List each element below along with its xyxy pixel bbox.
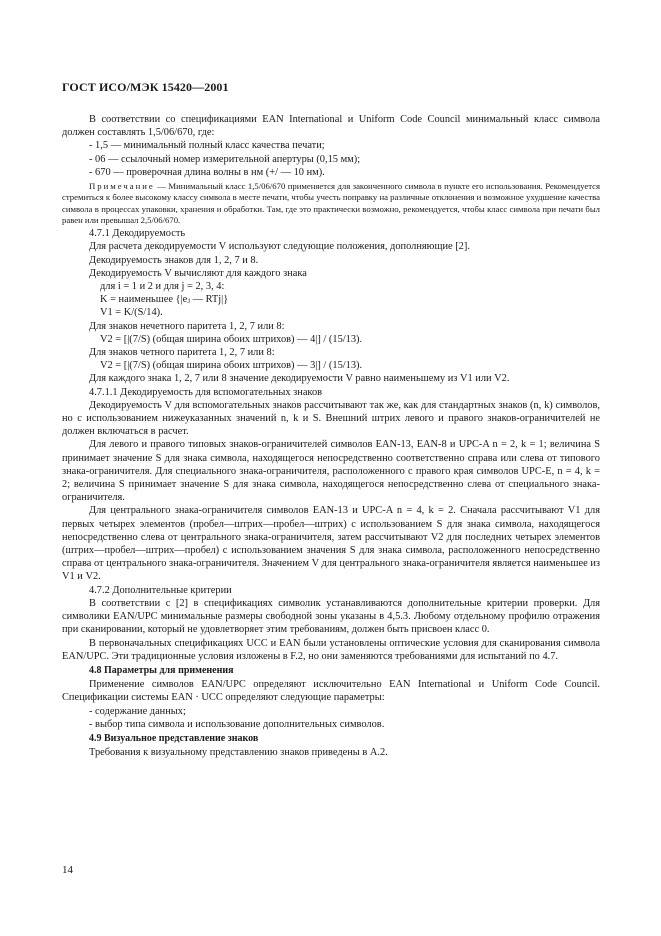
section-title-4-7-1-1: 4.7.1.1 Декодируемость для вспомогательных знаков bbox=[89, 386, 323, 398]
note-text: — Минимальный класс 1,5/06/670 применяется для законченного символа в пункте его использования. Рекомендуется стремиться к более высокому классу символа в месте печати, чтобы учесть поправку на различные отклонения и возможное ухудшение качества символа в процессах упаковки, хранения и обработки. Там, где это практически возможно, рекомендуется, чтобы класс символа при печати был равен или превышал 2,5/06/670. bbox=[62, 181, 600, 225]
paragraph: Требования к визуальному представлению знаков приведены в А.2. bbox=[89, 747, 388, 759]
intro-item: - 670 — проверочная длина волны в нм (+/ — 10 нм). bbox=[89, 166, 325, 178]
intro-item: - 1,5 — минимальный полный класс качества печати; bbox=[89, 140, 325, 152]
paragraph: В соответствии с [2] в спецификациях символик устанавливаются дополнительные критерии проверки. Для символики EAN/UPC минимальные размеры свободной зоны указаны в 4,5.3. Любому отдельному профилю отражения при сканировании, который не удовлетворяет этим требованиям, должен быть присвоен класс 0. bbox=[62, 597, 600, 636]
section-title-4-7-2: 4.7.2 Дополнительные критерии bbox=[89, 584, 232, 596]
intro-paragraph: В соответствии со спецификациями EAN International и Uniform Code Council минимальный класс символа должен составлять 1,5/06/670, где: bbox=[62, 114, 600, 139]
paragraph: Для расчета декодируемости V используют следующие положения, дополняющие [2]. bbox=[89, 241, 470, 253]
paragraph: Для центрального знака-ограничителя символов EAN-13 и UPC-A n = 4, k = 2. Сначала рассчитывают V1 для первых четырех элементов (пробел—штрих—пробел—штрих) с использованием S для знака символа, находящегося непосредственно слева от центрального знака-ограничителя, затем рассчитывают V2 для последних четырех элементов (штрих—пробел—штрих—пробел) с использованием значения S для знака символа, расположенного непосредственно справа от центрального знака-ограничителя. Значением V для центрального знака-ограничителя является наименьшее из V1 и V2. bbox=[62, 505, 600, 583]
note-label: Примечание bbox=[89, 181, 155, 192]
paragraph: Декодируемость V для вспомогательных знаков рассчитывают так же, как для стандартных знаков (n, k) символов, но с использованием нижеуказанных значений n, k и S. Внешний штрих левого и правого знаков-ограничителей не должен включаться в расчет. bbox=[62, 399, 600, 438]
list-item: - содержание данных; bbox=[89, 705, 186, 717]
document-header: ГОСТ ИСО/МЭК 15420—2001 bbox=[62, 80, 229, 94]
paragraph: Для левого и правого типовых знаков-ограничителей символов EAN-13, EAN-8 и UPC-A n = 2, k = 1; величина S принимает значение S для знака символа, находящегося непосредственно соответственно справа или слева от типового знака-ограничителя. Для специального знака-ограничителя, расположенного с правого края символов UPC-E, n = 4, k = 2; величина S принимает значение S для знака символа, находящегося непосредственно слева от специального знака-ограничителя. bbox=[62, 439, 600, 504]
intro-item: - 06 — ссылочный номер измерительной апертуры (0,15 мм); bbox=[89, 153, 361, 165]
document-body bbox=[62, 113, 600, 759]
section-title-4-7-1: 4.7.1 Декодируемость bbox=[89, 228, 186, 240]
paragraph: Декодируемость V вычисляют для каждого знака bbox=[89, 267, 307, 279]
paragraph: Для каждого знака 1, 2, 7 или 8 значение декодируемости V равно наименьшему из V1 или V2. bbox=[89, 373, 510, 385]
list-item: - выбор типа символа и использование дополнительных символов. bbox=[89, 718, 385, 730]
formula-line: для i = 1 и 2 и для j = 2, 3, 4: bbox=[100, 281, 225, 293]
formula-line: V2 = [|(7/S) (общая ширина обоих штрихов) — 3|] / (15/13). bbox=[100, 360, 363, 372]
page-number: 14 bbox=[62, 864, 73, 876]
note-paragraph bbox=[62, 181, 600, 226]
paragraph: Для знаков нечетного паритета 1, 2, 7 или 8: bbox=[89, 320, 285, 332]
formula-line: V2 = [|(7/S) (общая ширина обоих штрихов) — 4|] / (15/13). bbox=[100, 333, 363, 345]
formula-line: K = наименьшее {|eⱼ — RTj|} bbox=[100, 294, 229, 306]
section-title-4-9: 4.9 Визуальное представление знаков bbox=[89, 732, 259, 744]
section-title-4-8: 4.8 Параметры для применения bbox=[89, 664, 234, 676]
formula-line: V1 = K/(S/14). bbox=[100, 307, 163, 319]
paragraph: Декодируемость знаков для 1, 2, 7 и 8. bbox=[89, 254, 259, 266]
paragraph: Применение символов EAN/UPC определяют исключительно EAN International и Uniform Code Council. Спецификации системы EAN · UCC определяют следующие параметры: bbox=[62, 679, 600, 704]
paragraph: Для знаков четного паритета 1, 2, 7 или 8: bbox=[89, 347, 275, 359]
paragraph: В первоначальных спецификациях UCC и EAN были установлены оптические условия для сканирования символа EAN/UPC. Эти традиционные условия изложены в F.2, но они заменяются требованиями для испытаний по 4.7. bbox=[62, 637, 600, 662]
